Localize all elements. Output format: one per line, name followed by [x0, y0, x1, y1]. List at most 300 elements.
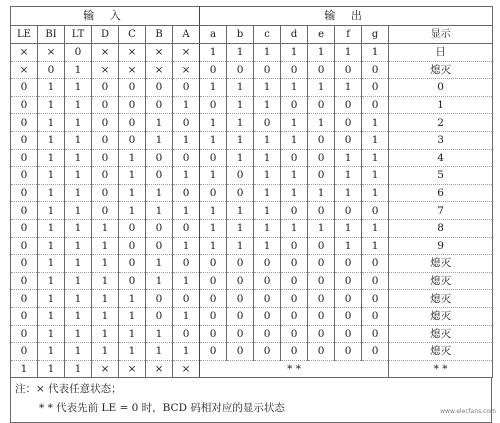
- table-cell: 1: [254, 184, 281, 202]
- table-cell: 1: [254, 131, 281, 149]
- table-cell: 0: [362, 290, 389, 308]
- table-cell: ×: [92, 360, 119, 378]
- table-cell: 0: [254, 325, 281, 343]
- table-cell: 1: [281, 79, 308, 97]
- table-cell: 0: [281, 96, 308, 114]
- table-cell: 0: [362, 343, 389, 361]
- table-cell: 1: [362, 114, 389, 132]
- table-cell: 0: [362, 202, 389, 220]
- table-cell: 0: [335, 202, 362, 220]
- table-cell: 1: [38, 219, 65, 237]
- table-cell: 0: [11, 114, 38, 132]
- table-cell: 1: [173, 237, 200, 255]
- table-cell: 0: [281, 202, 308, 220]
- table-cell: 1: [65, 360, 92, 378]
- table-cell: 1: [11, 360, 38, 378]
- display-cell: 熄灭: [389, 255, 493, 273]
- table-cell: 1: [38, 184, 65, 202]
- table-row: [11, 325, 493, 343]
- table-cell: 1: [146, 114, 173, 132]
- table-cell: ×: [11, 44, 38, 62]
- table-cell: 1: [200, 79, 227, 97]
- table-row: [11, 149, 493, 167]
- table-cell: 0: [200, 290, 227, 308]
- display-cell: 8: [389, 219, 493, 237]
- table-cell: 0: [119, 255, 146, 273]
- table-cell: 0: [200, 255, 227, 273]
- column-header: BI: [38, 26, 65, 44]
- table-cell: 0: [227, 343, 254, 361]
- table-cell: 0: [11, 272, 38, 290]
- table-cell: 0: [200, 307, 227, 325]
- column-header: a: [200, 26, 227, 44]
- table-cell: 1: [173, 307, 200, 325]
- table-cell: 1: [65, 114, 92, 132]
- table-cell: 0: [308, 202, 335, 220]
- column-header: A: [173, 26, 200, 44]
- table-cell: 1: [92, 219, 119, 237]
- table-cell: 0: [308, 255, 335, 273]
- table-cell: 1: [119, 184, 146, 202]
- table-cell: 0: [173, 290, 200, 308]
- column-header: C: [119, 26, 146, 44]
- group-header-row: [11, 7, 493, 26]
- table-cell: 1: [38, 325, 65, 343]
- table-cell: 1: [146, 184, 173, 202]
- truth-table-document: [10, 6, 492, 423]
- table-cell: 1: [38, 237, 65, 255]
- table-cell: 0: [11, 290, 38, 308]
- table-cell: 1: [362, 44, 389, 62]
- table-cell: 0: [119, 114, 146, 132]
- display-cell: 2: [389, 114, 493, 132]
- table-cell: 1: [254, 149, 281, 167]
- table-cell: 1: [65, 237, 92, 255]
- table-cell: 0: [254, 272, 281, 290]
- table-cell: 0: [11, 149, 38, 167]
- table-cell: 0: [335, 272, 362, 290]
- table-cell: 0: [227, 272, 254, 290]
- table-row: [11, 202, 493, 220]
- table-cell: 0: [146, 96, 173, 114]
- table-cell: 1: [146, 325, 173, 343]
- table-cell: 1: [335, 237, 362, 255]
- table-row: [11, 290, 493, 308]
- display-cell: 熄灭: [389, 272, 493, 290]
- table-cell: 1: [254, 79, 281, 97]
- table-cell: 0: [65, 44, 92, 62]
- table-cell: 0: [146, 167, 173, 185]
- table-cell: ×: [119, 44, 146, 62]
- truth-table: [10, 6, 493, 378]
- table-cell: 0: [308, 307, 335, 325]
- table-cell: 0: [308, 290, 335, 308]
- table-cell: 0: [146, 307, 173, 325]
- table-cell: 0: [362, 79, 389, 97]
- table-cell: 0: [92, 149, 119, 167]
- table-cell: 0: [11, 237, 38, 255]
- table-cell: 0: [92, 96, 119, 114]
- table-cell: 0: [146, 149, 173, 167]
- table-cell: 0: [200, 149, 227, 167]
- table-cell: 1: [146, 131, 173, 149]
- table-cell: 0: [11, 96, 38, 114]
- table-cell: 0: [227, 184, 254, 202]
- table-cell: 1: [119, 202, 146, 220]
- table-cell: 1: [227, 237, 254, 255]
- table-cell: 1: [173, 131, 200, 149]
- table-cell: 0: [254, 343, 281, 361]
- column-header-row: [11, 26, 493, 44]
- table-cell: 0: [308, 131, 335, 149]
- table-row: [11, 167, 493, 185]
- table-cell: 0: [92, 202, 119, 220]
- table-cell: 0: [92, 131, 119, 149]
- column-header: g: [362, 26, 389, 44]
- table-cell: 1: [200, 167, 227, 185]
- table-cell: 1: [92, 343, 119, 361]
- table-cell: 0: [335, 114, 362, 132]
- table-cell: 1: [362, 184, 389, 202]
- table-cell: ×: [119, 61, 146, 79]
- table-cell: 0: [146, 219, 173, 237]
- table-cell: 1: [92, 255, 119, 273]
- table-cell: 0: [119, 96, 146, 114]
- table-cell: 0: [227, 61, 254, 79]
- display-cell: 熄灭: [389, 61, 493, 79]
- table-cell: 0: [146, 290, 173, 308]
- table-cell: 1: [38, 360, 65, 378]
- table-cell: 0: [281, 149, 308, 167]
- table-cell: 1: [65, 184, 92, 202]
- table-cell: 1: [362, 237, 389, 255]
- table-cell: 0: [308, 343, 335, 361]
- table-cell: 0: [200, 184, 227, 202]
- table-cell: 1: [65, 290, 92, 308]
- table-cell: 0: [335, 131, 362, 149]
- latched-display-cell: * *: [389, 360, 493, 378]
- column-header: c: [254, 26, 281, 44]
- table-cell: 0: [335, 325, 362, 343]
- display-cell: 0: [389, 79, 493, 97]
- table-cell: 1: [308, 79, 335, 97]
- table-cell: 0: [254, 61, 281, 79]
- table-cell: 1: [173, 96, 200, 114]
- table-cell: 1: [227, 79, 254, 97]
- table-cell: 0: [281, 290, 308, 308]
- table-cell: 0: [227, 290, 254, 308]
- output-group-header: 输 出: [200, 7, 493, 26]
- input-group-header: 输 入: [11, 7, 200, 26]
- table-cell: 0: [11, 184, 38, 202]
- table-cell: 1: [65, 96, 92, 114]
- table-cell: 0: [11, 325, 38, 343]
- table-cell: 0: [200, 343, 227, 361]
- table-cell: 0: [11, 79, 38, 97]
- table-cell: 0: [308, 61, 335, 79]
- table-cell: 0: [281, 343, 308, 361]
- column-header: d: [281, 26, 308, 44]
- table-cell: 1: [335, 167, 362, 185]
- table-cell: 1: [254, 202, 281, 220]
- table-cell: ×: [38, 44, 65, 62]
- table-cell: ×: [92, 44, 119, 62]
- table-cell: 1: [335, 219, 362, 237]
- table-cell: 0: [335, 307, 362, 325]
- display-cell: 6: [389, 184, 493, 202]
- table-cell: ×: [146, 360, 173, 378]
- column-header: LE: [11, 26, 38, 44]
- table-cell: 0: [146, 237, 173, 255]
- table-cell: 0: [119, 237, 146, 255]
- table-row-latch: [11, 360, 493, 378]
- table-cell: 1: [362, 131, 389, 149]
- table-cell: 1: [362, 149, 389, 167]
- table-cell: 1: [173, 272, 200, 290]
- table-cell: 0: [11, 167, 38, 185]
- table-cell: 1: [92, 307, 119, 325]
- table-cell: 1: [38, 343, 65, 361]
- latched-output-cell: * *: [200, 360, 389, 378]
- table-cell: 0: [281, 272, 308, 290]
- table-cell: ×: [92, 61, 119, 79]
- column-header: b: [227, 26, 254, 44]
- table-cell: 1: [38, 131, 65, 149]
- table-cell: 1: [38, 167, 65, 185]
- table-cell: 1: [281, 44, 308, 62]
- table-notes: [10, 378, 492, 423]
- table-cell: 0: [227, 325, 254, 343]
- table-cell: 1: [308, 184, 335, 202]
- table-row: [11, 307, 493, 325]
- table-cell: 1: [38, 114, 65, 132]
- table-cell: 0: [200, 325, 227, 343]
- table-cell: 1: [65, 202, 92, 220]
- display-cell: 熄灭: [389, 290, 493, 308]
- table-cell: 1: [146, 343, 173, 361]
- table-cell: 0: [281, 255, 308, 273]
- table-cell: 0: [362, 61, 389, 79]
- table-cell: 1: [65, 255, 92, 273]
- display-column-header: 显示: [389, 26, 493, 44]
- table-cell: 1: [38, 79, 65, 97]
- table-cell: 1: [38, 290, 65, 308]
- table-cell: 1: [146, 272, 173, 290]
- table-cell: 1: [65, 219, 92, 237]
- table-cell: 0: [281, 61, 308, 79]
- table-cell: 0: [308, 237, 335, 255]
- table-cell: 0: [173, 114, 200, 132]
- column-header: B: [146, 26, 173, 44]
- table-cell: ×: [146, 61, 173, 79]
- table-row: [11, 44, 493, 62]
- note-line-2: * * 代表先前 LE = 0 时，BCD 码相对应的显示状态: [39, 402, 285, 415]
- table-row: [11, 272, 493, 290]
- table-cell: 0: [308, 325, 335, 343]
- table-cell: 1: [173, 167, 200, 185]
- table-cell: 0: [254, 290, 281, 308]
- table-cell: 0: [146, 79, 173, 97]
- table-cell: 1: [200, 114, 227, 132]
- display-cell: 日: [389, 44, 493, 62]
- table-cell: 1: [119, 167, 146, 185]
- table-cell: 0: [92, 167, 119, 185]
- table-cell: 1: [200, 237, 227, 255]
- table-cell: 1: [254, 44, 281, 62]
- display-cell: 5: [389, 167, 493, 185]
- table-cell: 1: [92, 237, 119, 255]
- table-cell: 1: [227, 149, 254, 167]
- truth-table-body: [11, 44, 493, 378]
- table-cell: 1: [254, 219, 281, 237]
- table-cell: 0: [227, 255, 254, 273]
- table-cell: 1: [362, 219, 389, 237]
- table-cell: 0: [200, 272, 227, 290]
- table-cell: 0: [308, 149, 335, 167]
- table-cell: 1: [200, 219, 227, 237]
- table-cell: 1: [38, 255, 65, 273]
- display-cell: 熄灭: [389, 343, 493, 361]
- column-header: f: [335, 26, 362, 44]
- table-cell: 0: [362, 325, 389, 343]
- display-cell: 熄灭: [389, 325, 493, 343]
- table-cell: 1: [308, 219, 335, 237]
- table-cell: 0: [335, 61, 362, 79]
- table-cell: 0: [92, 114, 119, 132]
- table-cell: 0: [362, 272, 389, 290]
- table-cell: 1: [254, 237, 281, 255]
- table-cell: 1: [281, 184, 308, 202]
- table-cell: 0: [11, 202, 38, 220]
- table-cell: 0: [119, 79, 146, 97]
- table-cell: 1: [65, 325, 92, 343]
- table-row: [11, 79, 493, 97]
- table-cell: 0: [11, 255, 38, 273]
- table-row: [11, 61, 493, 79]
- table-cell: 0: [227, 307, 254, 325]
- table-cell: 1: [146, 255, 173, 273]
- display-cell: 熄灭: [389, 307, 493, 325]
- watermark: www.elecfans.com: [440, 408, 496, 415]
- display-cell: 7: [389, 202, 493, 220]
- table-row: [11, 184, 493, 202]
- table-cell: 0: [335, 343, 362, 361]
- table-cell: 0: [173, 79, 200, 97]
- table-cell: 1: [65, 149, 92, 167]
- table-cell: 1: [38, 96, 65, 114]
- table-row: [11, 255, 493, 273]
- table-cell: 1: [38, 149, 65, 167]
- table-cell: 1: [65, 131, 92, 149]
- table-cell: 1: [335, 149, 362, 167]
- display-cell: 4: [389, 149, 493, 167]
- table-cell: 0: [119, 131, 146, 149]
- table-cell: 0: [92, 184, 119, 202]
- table-cell: 0: [173, 325, 200, 343]
- table-cell: 0: [335, 290, 362, 308]
- table-cell: ×: [173, 44, 200, 62]
- table-cell: 1: [65, 272, 92, 290]
- table-cell: 1: [65, 307, 92, 325]
- table-cell: 1: [200, 44, 227, 62]
- display-cell: 1: [389, 96, 493, 114]
- table-row: [11, 114, 493, 132]
- table-cell: 0: [11, 219, 38, 237]
- table-cell: 1: [362, 167, 389, 185]
- table-cell: 1: [146, 202, 173, 220]
- table-cell: 0: [38, 61, 65, 79]
- table-cell: 1: [281, 219, 308, 237]
- table-cell: ×: [173, 61, 200, 79]
- table-row: [11, 237, 493, 255]
- table-cell: 0: [308, 96, 335, 114]
- display-cell: 3: [389, 131, 493, 149]
- table-cell: ×: [119, 360, 146, 378]
- table-cell: 1: [92, 272, 119, 290]
- table-cell: 0: [173, 149, 200, 167]
- table-cell: 1: [227, 96, 254, 114]
- table-cell: 1: [335, 184, 362, 202]
- table-cell: 0: [254, 255, 281, 273]
- table-cell: 1: [119, 149, 146, 167]
- table-cell: 0: [362, 96, 389, 114]
- table-cell: ×: [146, 44, 173, 62]
- table-cell: 1: [200, 202, 227, 220]
- table-cell: 1: [281, 114, 308, 132]
- column-header: D: [92, 26, 119, 44]
- table-cell: 1: [281, 131, 308, 149]
- table-cell: 1: [227, 131, 254, 149]
- table-cell: 1: [119, 325, 146, 343]
- table-cell: 1: [227, 114, 254, 132]
- table-cell: 0: [173, 184, 200, 202]
- table-cell: 0: [281, 307, 308, 325]
- table-cell: 0: [254, 114, 281, 132]
- table-cell: 0: [281, 237, 308, 255]
- table-row: [11, 343, 493, 361]
- table-cell: 1: [65, 61, 92, 79]
- table-cell: 1: [65, 343, 92, 361]
- table-cell: 0: [119, 272, 146, 290]
- table-cell: 0: [119, 219, 146, 237]
- table-cell: 1: [227, 44, 254, 62]
- table-cell: 1: [173, 343, 200, 361]
- table-cell: 1: [119, 290, 146, 308]
- table-cell: 1: [335, 44, 362, 62]
- table-cell: 1: [38, 272, 65, 290]
- table-cell: 0: [173, 255, 200, 273]
- table-cell: 0: [281, 325, 308, 343]
- table-cell: 1: [38, 202, 65, 220]
- table-row: [11, 96, 493, 114]
- table-cell: 0: [11, 131, 38, 149]
- table-cell: 0: [362, 255, 389, 273]
- table-cell: 1: [92, 290, 119, 308]
- table-cell: ×: [173, 360, 200, 378]
- table-cell: 1: [227, 219, 254, 237]
- table-cell: 0: [200, 96, 227, 114]
- table-cell: 0: [335, 255, 362, 273]
- table-row: [11, 219, 493, 237]
- table-cell: 0: [11, 343, 38, 361]
- table-cell: 0: [227, 167, 254, 185]
- display-cell: 9: [389, 237, 493, 255]
- table-cell: 1: [281, 167, 308, 185]
- table-cell: 1: [65, 79, 92, 97]
- table-cell: 1: [335, 79, 362, 97]
- table-cell: 0: [92, 79, 119, 97]
- table-cell: 1: [254, 96, 281, 114]
